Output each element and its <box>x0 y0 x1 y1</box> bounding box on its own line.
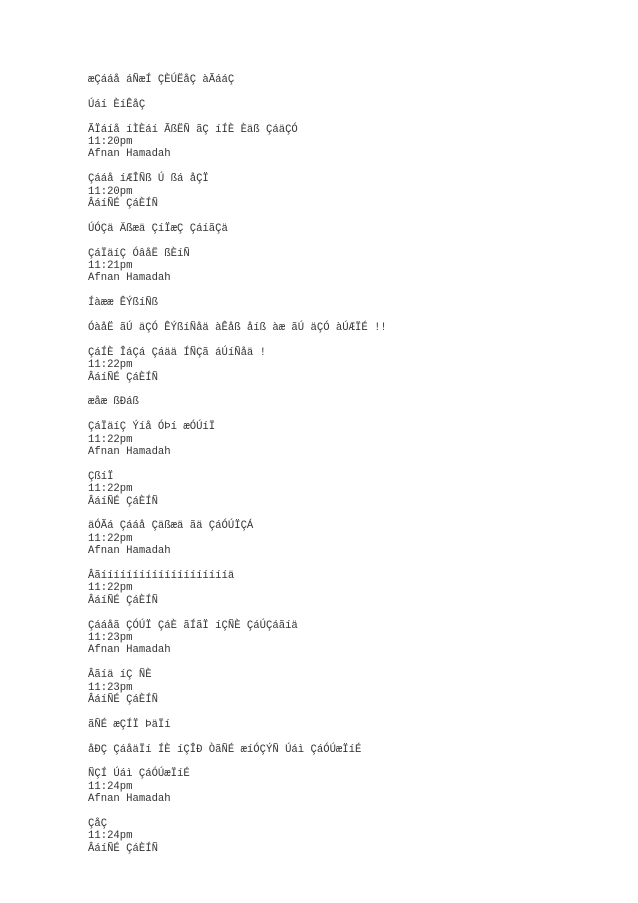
transcript-line: ÂáíÑÉ ÇáÈÍÑ <box>88 842 158 855</box>
message-block <box>88 347 608 384</box>
message-block <box>88 322 608 334</box>
message-block <box>88 471 608 508</box>
transcript-line: 11:22pm <box>88 359 133 372</box>
message-block <box>88 421 608 458</box>
message-block <box>88 223 608 235</box>
transcript-line: Afnan Hamadah <box>88 644 171 657</box>
message-block <box>88 768 608 805</box>
transcript-line: ÚÓÇä Äßæä ÇíÏæÇ ÇáíãÇä <box>88 222 228 235</box>
transcript-line: ÇßíÏ <box>88 470 114 483</box>
transcript-line: Afnan Hamadah <box>88 545 171 558</box>
transcript-line: ãÑÉ æÇÍÏ ÞäÏí <box>88 718 171 731</box>
message-block <box>88 297 608 309</box>
transcript-line: ÇáÏäíÇ ÓâåË ßÈíÑ <box>88 247 190 260</box>
transcript-line: ÂáíÑÉ ÇáÈÍÑ <box>88 594 158 607</box>
message-block <box>88 620 608 657</box>
transcript-line: æåæ ßÐáß <box>88 396 139 409</box>
transcript-line: 11:23pm <box>88 632 133 645</box>
message-block <box>88 248 608 285</box>
transcript-line: Afnan Hamadah <box>88 272 171 285</box>
transcript-line: Çááåã ÇÓÚÏ ÇáÈ ãÍãÏ íÇÑÈ ÇáÚÇáãíä <box>88 619 298 632</box>
chat-transcript <box>88 74 608 868</box>
transcript-line: Afnan Hamadah <box>88 446 171 459</box>
transcript-line: ÓàåË ãÚ äÇÓ ÊÝßíÑåä àÊåß åíß àæ ãÚ äÇÓ àÚÆÏÉ !! <box>88 322 387 335</box>
transcript-line: 11:22pm <box>88 532 133 545</box>
transcript-line: ÂáíÑÉ ÇáÈÍÑ <box>88 198 158 211</box>
transcript-line: ÂáíÑÉ ÇáÈÍÑ <box>88 694 158 707</box>
transcript-line: ÂáíÑÉ ÇáÈÍÑ <box>88 495 158 508</box>
transcript-line: Afnan Hamadah <box>88 793 171 806</box>
transcript-line: Âãíä íÇ ÑÈ <box>88 669 152 682</box>
message-block <box>88 570 608 607</box>
transcript-line: ÑÇÍ Úáì ÇáÓÚæÏíÉ <box>88 768 190 781</box>
transcript-line: 11:23pm <box>88 681 133 694</box>
transcript-line: ÂáíÑÉ ÇáÈÍÑ <box>88 371 158 384</box>
transcript-line: 11:20pm <box>88 185 133 198</box>
transcript-line: 11:22pm <box>88 483 133 496</box>
transcript-line: 11:22pm <box>88 433 133 446</box>
transcript-line: åÐÇ ÇáåäÏí ÍÈ íÇÎÐ ÒãÑÉ æíÓÇÝÑ Úáì ÇáÓÚæÏíÉ <box>88 743 362 756</box>
message-block <box>88 719 608 731</box>
transcript-line: 11:24pm <box>88 780 133 793</box>
message-block <box>88 124 608 161</box>
transcript-line: Íàææ ÊÝßíÑß <box>88 297 158 310</box>
transcript-line: Úáí ÈíÊåÇ <box>88 98 146 111</box>
transcript-line: 11:24pm <box>88 830 133 843</box>
message-block <box>88 744 608 756</box>
transcript-line: ÇáÏäíÇ Ýíå ÓÞí æÓÚíÏ <box>88 421 216 434</box>
message-block <box>88 74 608 86</box>
transcript-line: 11:22pm <box>88 582 133 595</box>
transcript-line: ÇåÇ <box>88 818 108 831</box>
message-block <box>88 173 608 210</box>
message-block <box>88 99 608 111</box>
transcript-line: Çááå íÆÎÑß Ú ßá åÇÏ <box>88 173 209 186</box>
transcript-line: 11:21pm <box>88 260 133 273</box>
transcript-line: æÇááå áÑæÍ ÇÈÚËåÇ àÃááÇ <box>88 74 235 86</box>
transcript-line: ÃÏáíå íÌÈáí ÃßËÑ ãÇ íÍÈ Èäß ÇáäÇÓ <box>88 123 298 136</box>
transcript-line: Afnan Hamadah <box>88 148 171 161</box>
message-block <box>88 818 608 855</box>
transcript-line: Âãííííííííííííííííííííä <box>88 570 235 583</box>
transcript-line: 11:20pm <box>88 136 133 148</box>
message-block <box>88 669 608 706</box>
transcript-line: ÇáÍÈ ÎáÇá Çáää ÍÑÇã áÚíÑåä ! <box>88 346 267 359</box>
message-block <box>88 520 608 557</box>
message-block <box>88 396 608 408</box>
transcript-line: äÓÃá Çááå Çäßæä ãä ÇáÓÚÏÇÁ <box>88 520 254 533</box>
